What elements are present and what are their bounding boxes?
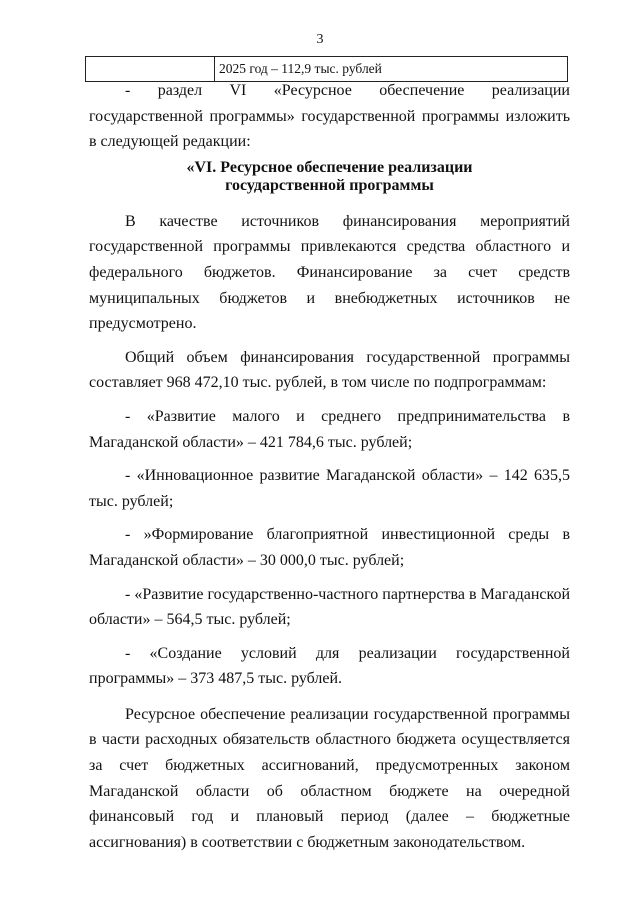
total-funding-paragraph: Общий объем финансирования государственной программы составляет 968 472,10 тыс. рублей, в том числе по подпрограммам: [89, 348, 570, 392]
table-cell-value: 2025 год – 112,9 тыс. рублей [219, 61, 382, 76]
subprogram-item-3: - »Формирование благоприятной инвестиционной среды в Магаданской области» – 30 000,0 тыс. рублей; [89, 526, 570, 569]
subprogram-item-5: - «Создание условий для реализации государственной программы» – 373 487,5 тыс. рублей. [89, 644, 570, 688]
subprogram-item-4: - «Развитие государственно-частного партнерства в Магаданской области» – 564,5 тыс. рублей; [89, 585, 570, 629]
section-heading-line1: «VI. Ресурсное обеспечение реализации [186, 158, 473, 176]
subprogram-item-1: - «Развитие малого и среднего предпринимательства в Магаданской области» – 421 784,6 тыс. рублей; [89, 407, 570, 451]
subprogram-item-2: - «Инновационное развитие Магаданской области» – 142 635,5 тыс. рублей; [89, 467, 570, 510]
document-body [89, 78, 570, 855]
section-heading-line2: государственной программы [225, 176, 434, 194]
page-number: 3 [316, 32, 324, 47]
funding-sources-paragraph: В качестве источников финансирования мероприятий государственной программы привлекаются средства областного и федерального бюджетов. Финансирование за счет средств муниципальных бюджетов и внебюджетных источников не предусмотрено. [89, 212, 570, 333]
intro-paragraph: - раздел VI «Ресурсное обеспечение реализации государственной программы» государственной программы изложить в следующей редакции: [89, 82, 570, 151]
final-paragraph: Ресурсное обеспечение реализации государственной программы в части расходных обязательств областного бюджета осуществляется за счет бюджетных ассигнований, предусмотренных законом Магаданской области об областном бюджете на очередной финансовый год и плановый период (далее – бюджетные ассигнования) в соответствии с бюджетным законодательством. [89, 705, 570, 851]
section-heading [89, 159, 570, 195]
